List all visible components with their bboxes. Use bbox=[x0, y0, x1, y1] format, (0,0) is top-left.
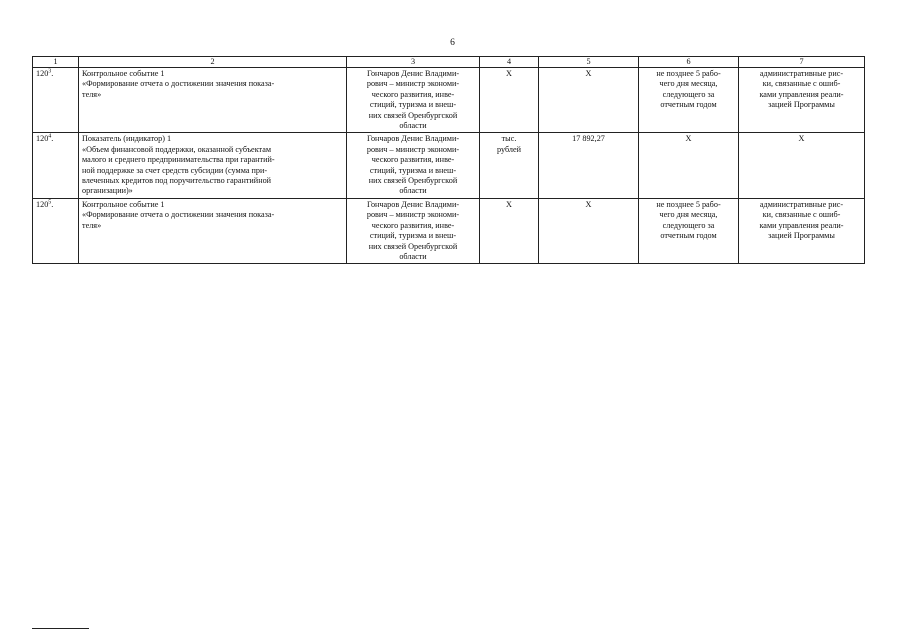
footnote-separator bbox=[32, 628, 89, 629]
deadline-cell: не позднее 5 рабо- чего дня месяца, следующего за отчетным годом bbox=[639, 68, 739, 133]
row-number: $120^4$. bbox=[33, 133, 79, 198]
unit-cell: Х bbox=[480, 68, 539, 133]
column-header-2: 2 bbox=[79, 57, 347, 68]
row-number: $120^5$. bbox=[33, 198, 79, 263]
responsible-person: Гончаров Денис Владими- рович – министр экономи- ческого развития, инве- стиций, туризма и внеш- них связей Оренбургской области bbox=[347, 133, 480, 198]
unit-cell: тыс. рублей bbox=[480, 133, 539, 198]
column-header-7: 7 bbox=[739, 57, 865, 68]
event-description: Контрольное событие 1 «Формирование отчета о достижении значения показа- теля» bbox=[79, 68, 347, 133]
value-cell: Х bbox=[539, 68, 639, 133]
responsible-person: Гончаров Денис Владими- рович – министр экономи- ческого развития, инве- стиций, туризма и внеш- них связей Оренбургской области bbox=[347, 68, 480, 133]
deadline-cell: не позднее 5 рабо- чего дня месяца, следующего за отчетным годом bbox=[639, 198, 739, 263]
table-row bbox=[33, 68, 865, 133]
deadline-cell: Х bbox=[639, 133, 739, 198]
row-number: $120^3$. bbox=[33, 68, 79, 133]
column-header-5: 5 bbox=[539, 57, 639, 68]
unit-cell: Х bbox=[480, 198, 539, 263]
value-cell: Х bbox=[539, 198, 639, 263]
indicator-description: Показатель (индикатор) 1 «Объем финансовой поддержки, оказанной субъектам малого и среднего предпринимательства при гарантий- ной поддержке за счет средств субсидии (сумма при- влеченных кредитов под поручительство гарантийной организации)» bbox=[79, 133, 347, 198]
risks-cell: Х bbox=[739, 133, 865, 198]
event-description: Контрольное событие 1 «Формирование отчета о достижении значения показа- теля» bbox=[79, 198, 347, 263]
column-header-1: 1 bbox=[33, 57, 79, 68]
column-header-6: 6 bbox=[639, 57, 739, 68]
risks-cell: административные рис- ки, связанные с ошиб- ками управления реали- зацией Программы bbox=[739, 68, 865, 133]
risks-cell: административные рис- ки, связанные с ошиб- ками управления реали- зацией Программы bbox=[739, 198, 865, 263]
page-number: 6 bbox=[450, 38, 455, 48]
responsible-person: Гончаров Денис Владими- рович – министр экономи- ческого развития, инве- стиций, туризма и внеш- них связей Оренбургской области bbox=[347, 198, 480, 263]
column-header-4: 4 bbox=[480, 57, 539, 68]
header-row bbox=[33, 57, 865, 68]
plan-table bbox=[32, 56, 865, 264]
column-header-3: 3 bbox=[347, 57, 480, 68]
value-cell: 17 892,27 bbox=[539, 133, 639, 198]
table-row bbox=[33, 133, 865, 198]
table-row bbox=[33, 198, 865, 263]
